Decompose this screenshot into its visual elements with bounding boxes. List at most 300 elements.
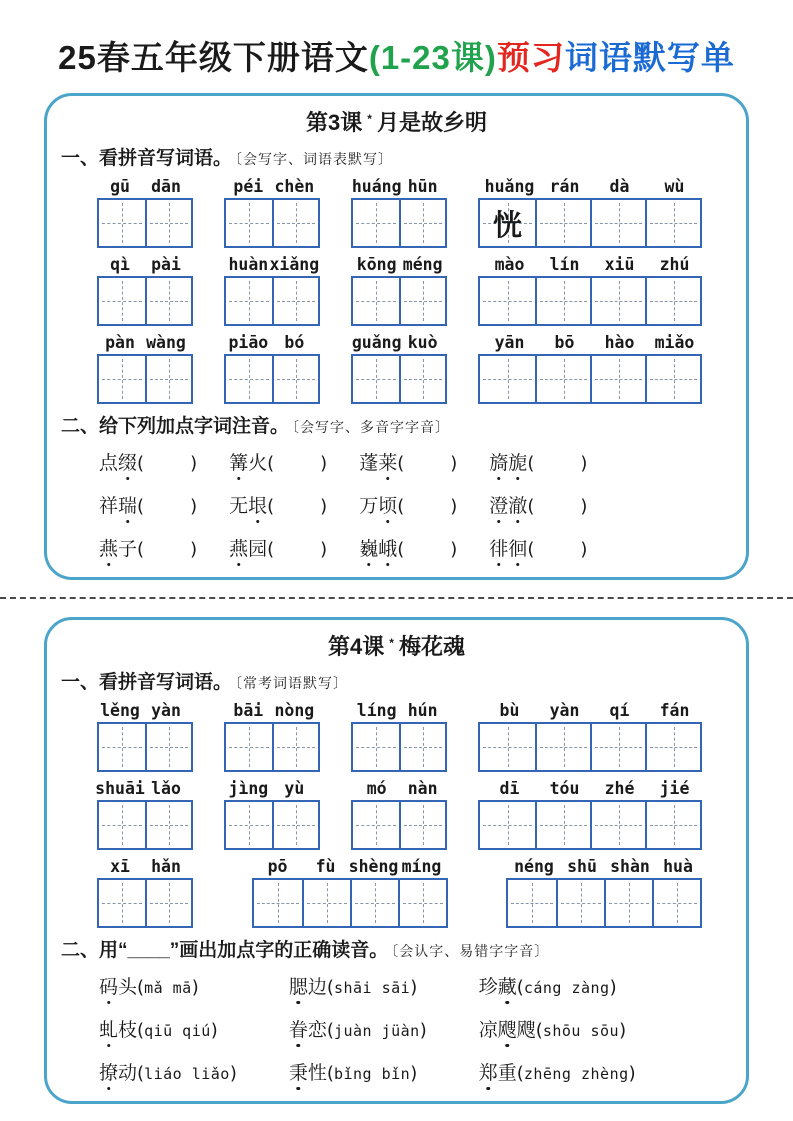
grid-cell (226, 356, 272, 402)
word-char: 万 (359, 496, 379, 517)
pinyin-group (225, 177, 317, 196)
dotted-char: 顷 (378, 491, 397, 518)
pinyin-syllable: yān (494, 333, 525, 352)
grid-cell (535, 278, 590, 324)
pinyin-syllable: hǎn (151, 857, 181, 876)
pinyin-syllable: xiǎng (269, 255, 320, 274)
pinyin-group (97, 857, 189, 876)
answer-parens: (qiū qiú) (137, 1020, 218, 1041)
pinyin-group (482, 177, 702, 196)
word-char: 珍 (478, 977, 498, 998)
writing-grid (97, 198, 193, 248)
dotted-word (359, 496, 397, 517)
pinyin-syllable: pài (151, 255, 181, 274)
grid-cell (272, 356, 318, 402)
pinyin-answer: zhēng zhèng (523, 1065, 629, 1083)
pinyin-syllable: bāi (233, 701, 264, 720)
writing-grids-row (97, 198, 702, 248)
answer-parens: (bǐng bǐn) (326, 1063, 418, 1084)
annotation-entry (479, 972, 636, 999)
annotation-entry (359, 534, 457, 561)
annotation-entry (289, 1058, 427, 1085)
pinyin-syllable: shuāi (95, 779, 145, 798)
lesson-card (44, 93, 749, 580)
writing-grids-row (97, 354, 702, 404)
pinyin-syllable: zhú (659, 255, 690, 274)
pinyin-syllable: mó (366, 779, 387, 798)
dotted-word (359, 539, 397, 560)
lesson-name: 梅花魂 (398, 634, 465, 659)
pinyin-syllable: shèng (348, 857, 399, 876)
grid-cell (145, 802, 191, 848)
writing-grids-row (97, 276, 702, 326)
title-part: 25春五年级下册语文 (58, 39, 369, 76)
dotted-char: 郑 (479, 1058, 498, 1085)
pinyin-group (482, 779, 702, 798)
section-label-line (61, 143, 732, 170)
prefilled-char: 恍 (492, 209, 522, 242)
pinyin-group (482, 255, 702, 274)
writing-grid (97, 878, 193, 928)
pinyin-syllable: wàng (146, 333, 186, 352)
pinyin-syllable: fù (315, 857, 336, 876)
pinyin-syllable: péi (233, 177, 264, 196)
pinyin-syllable: lín (549, 255, 580, 274)
pinyin-syllable: néng (514, 857, 554, 876)
dotted-word (489, 496, 527, 517)
grid-cell (226, 802, 272, 848)
grid-cell (480, 200, 535, 246)
lesson-title (61, 106, 732, 137)
writing-grids-row (97, 878, 702, 928)
pinyin-syllable: gū (110, 177, 130, 196)
star-mark: * (367, 112, 372, 126)
pinyin-syllable: huàn (228, 255, 269, 274)
grid-cell (535, 802, 590, 848)
dotted-char: 码 (99, 972, 118, 999)
writing-grid (97, 800, 193, 850)
grid-cell (645, 200, 700, 246)
section-note: 〔会写字、词语表默写〕 (235, 151, 394, 167)
pinyin-syllable: pàn (105, 333, 135, 352)
dotted-word (99, 1020, 137, 1041)
dotted-word (479, 1020, 536, 1041)
pinyin-group (351, 177, 446, 196)
annotation-entry (229, 448, 327, 475)
word-char: 飕 (516, 1020, 536, 1041)
writing-grid (97, 354, 193, 404)
writing-grid (506, 878, 702, 928)
dotted-char: 瑞 (118, 491, 137, 518)
title-part: 预习 (496, 39, 565, 76)
grid-cell (272, 802, 318, 848)
dotted-char: 徘 (489, 534, 508, 561)
lesson-name: 月是故乡明 (376, 110, 487, 135)
word-char: 蓬 (359, 453, 379, 474)
answer-parens: (shāi sāi) (326, 977, 418, 998)
answer-parens: ( ) (137, 496, 198, 517)
grid-cell (272, 200, 318, 246)
grid-cell (399, 802, 445, 848)
dotted-word (479, 977, 517, 998)
section-label-line (61, 667, 732, 694)
section-note: 〔会写字、多音字字音〕 (292, 419, 451, 435)
grid-cell (480, 356, 535, 402)
writing-grid (478, 722, 702, 772)
pinyin-syllable: mào (494, 255, 525, 274)
word-char: 子 (118, 539, 138, 560)
grid-cell (652, 880, 700, 926)
annotation-entry (359, 491, 457, 518)
pinyin-answer: bǐng bǐn (333, 1065, 411, 1083)
annotation-entry (99, 534, 197, 561)
grid-cell (645, 278, 700, 324)
answer-parens: (cáng zàng) (516, 977, 617, 998)
answer-parens: (zhēng zhèng) (516, 1063, 636, 1084)
pinyin-syllable: tóu (549, 779, 580, 798)
grid-cell (590, 200, 645, 246)
word-char: 性 (307, 1063, 327, 1084)
writing-grid (97, 276, 193, 326)
pinyin-answer: juàn jüàn (333, 1022, 420, 1040)
grid-cell (590, 802, 645, 848)
pinyin-syllable: huà (663, 857, 693, 876)
title-part: (1-23课) (368, 39, 497, 76)
grid-cell (399, 724, 445, 770)
annotation-entry (229, 534, 327, 561)
dotted-word (99, 453, 137, 474)
pinyin-syllable: méng (402, 255, 443, 274)
pinyin-syllable: jìng (228, 779, 269, 798)
pinyin-syllable: bō (554, 333, 575, 352)
pinyin-answer: mǎ mā (144, 979, 192, 997)
grid-cell (480, 278, 535, 324)
grid-cell (145, 278, 191, 324)
pinyin-answer: qiū qiú (144, 1022, 211, 1040)
dotted-word (289, 1063, 327, 1084)
pinyin-syllable: kuò (407, 333, 438, 352)
pinyin-group (97, 779, 189, 798)
pinyin-group (225, 333, 317, 352)
dotted-word (289, 977, 327, 998)
annotation-entry (99, 448, 197, 475)
dotted-char: 篝 (229, 448, 248, 475)
grid-cell (399, 200, 445, 246)
grid-cell (350, 880, 398, 926)
pinyin-labels-row (97, 177, 702, 196)
section-label-line (61, 935, 732, 962)
pinyin-syllable: dī (499, 779, 520, 798)
pinyin-answer: shōu sōu (542, 1022, 620, 1040)
lesson-title (61, 630, 732, 661)
answer-parens: (mǎ mā) (137, 977, 199, 998)
grid-cell (645, 724, 700, 770)
writing-grid (351, 354, 447, 404)
pinyin-group (97, 701, 189, 720)
grid-cell (353, 200, 399, 246)
section-note: 〔常考词语默写〕 (235, 675, 349, 691)
dotted-char: 徊 (508, 534, 527, 561)
pinyin-syllable: hào (604, 333, 635, 352)
grid-cell (480, 724, 535, 770)
dotted-word (229, 453, 267, 474)
dotted-char: 燕 (99, 534, 118, 561)
grid-cell (302, 880, 350, 926)
pinyin-syllable: huǎng (484, 177, 535, 196)
grid-cell (535, 356, 590, 402)
pinyin-syllable: dà (609, 177, 630, 196)
writing-grid (224, 198, 320, 248)
word-char: 祥 (99, 496, 119, 517)
dotted-char: 莱 (378, 448, 397, 475)
annotation-entry (229, 491, 327, 518)
pinyin-syllable: míng (401, 857, 442, 876)
grid-cell (272, 278, 318, 324)
grid-cell (398, 880, 446, 926)
dotted-word (489, 453, 527, 474)
dotted-word (289, 1020, 327, 1041)
writing-grid (252, 878, 448, 928)
grid-cell (145, 200, 191, 246)
pinyin-group (254, 857, 446, 876)
annotation-entry (99, 972, 237, 999)
annotation-entry (99, 491, 197, 518)
answer-parens: ( ) (267, 453, 328, 474)
star-mark: * (389, 636, 394, 650)
annotation-entry (489, 491, 587, 518)
pinyin-syllable: yàn (549, 701, 580, 720)
annotation-entry (489, 448, 587, 475)
pinyin-syllable: yù (284, 779, 305, 798)
dotted-word (99, 1063, 137, 1084)
section-label: 一、看拼音写词语。 (61, 148, 233, 169)
pinyin-syllable: miǎo (654, 333, 695, 352)
grid-cell (535, 724, 590, 770)
pinyin-syllable: guǎng (351, 333, 402, 352)
pinyin-group (482, 701, 702, 720)
answer-parens: ( ) (397, 539, 458, 560)
answer-parens: ( ) (137, 539, 198, 560)
dotted-char: 垠 (248, 491, 267, 518)
writing-grid (224, 800, 320, 850)
word-char: 无 (229, 496, 249, 517)
writing-grid (478, 354, 702, 404)
dotted-char: 撩 (99, 1058, 118, 1085)
pinyin-answer: shāi sāi (333, 979, 411, 997)
annotation-entry (99, 1058, 237, 1085)
pinyin-labels-row (97, 333, 702, 352)
grid-cell (535, 200, 590, 246)
dotted-char: 虬 (99, 1015, 118, 1042)
pinyin-syllable: dān (151, 177, 181, 196)
pinyin-syllable: pō (267, 857, 288, 876)
word-char: 头 (118, 977, 138, 998)
dotted-word (479, 1063, 517, 1084)
dotted-char: 旎 (508, 448, 527, 475)
pinyin-syllable: jié (659, 779, 690, 798)
grid-cell (272, 724, 318, 770)
dotted-char: 腮 (289, 972, 308, 999)
word-char: 点 (99, 453, 119, 474)
pinyin-group (97, 255, 189, 274)
answer-parens: ( ) (527, 453, 588, 474)
annotation-entries (99, 972, 726, 1085)
grid-cell (590, 356, 645, 402)
grid-cell (590, 278, 645, 324)
pinyin-syllable: nòng (274, 701, 315, 720)
pinyin-syllable: fán (659, 701, 690, 720)
grid-cell (645, 356, 700, 402)
pinyin-labels-row (97, 701, 702, 720)
pinyin-labels-row (97, 255, 702, 274)
pinyin-syllable: bó (284, 333, 305, 352)
grid-cell (604, 880, 652, 926)
pinyin-group (97, 333, 189, 352)
pinyin-syllable: bù (499, 701, 520, 720)
answer-parens: ( ) (137, 453, 198, 474)
dotted-char: 巍 (359, 534, 378, 561)
annotation-entry (99, 1015, 237, 1042)
pinyin-syllable: lǎo (151, 779, 181, 798)
answer-parens: ( ) (527, 496, 588, 517)
dotted-char: 澄 (489, 491, 508, 518)
pinyin-syllable: yàn (151, 701, 181, 720)
lesson-cards-container (0, 93, 793, 1104)
word-char: 恋 (307, 1020, 327, 1041)
grid-cell (226, 200, 272, 246)
grid-cell (590, 724, 645, 770)
grid-cell (353, 356, 399, 402)
answer-parens: ( ) (527, 539, 588, 560)
pinyin-syllable: hūn (407, 177, 438, 196)
pinyin-syllable: chèn (274, 177, 315, 196)
pinyin-syllable: qí (609, 701, 630, 720)
writing-grid (351, 722, 447, 772)
grid-cell (480, 802, 535, 848)
pinyin-syllable: hún (407, 701, 438, 720)
annotation-entries (99, 448, 726, 561)
grid-cell (399, 356, 445, 402)
pinyin-syllable: xī (110, 857, 130, 876)
answer-parens: (liáo liǎo) (137, 1063, 237, 1084)
pinyin-group (351, 333, 446, 352)
pinyin-syllable: huáng (351, 177, 402, 196)
pinyin-syllable: líng (356, 701, 397, 720)
dotted-word (489, 539, 527, 560)
lesson-number: 第3课 (306, 110, 363, 135)
grid-cell (254, 880, 302, 926)
pinyin-syllable: piāo (228, 333, 269, 352)
grid-cell (353, 724, 399, 770)
word-char: 枝 (118, 1020, 138, 1041)
answer-parens: (shōu sōu) (535, 1020, 627, 1041)
grid-cell (645, 802, 700, 848)
dashed-separator (0, 597, 793, 599)
dotted-char: 燕 (229, 534, 248, 561)
pinyin-syllable: shū (567, 857, 597, 876)
pinyin-syllable: rán (549, 177, 580, 196)
annotation-entry (289, 1015, 427, 1042)
pinyin-group (482, 333, 702, 352)
writing-grid (478, 800, 702, 850)
grid-cell (99, 278, 145, 324)
grid-cell (226, 278, 272, 324)
pinyin-syllable: lěng (100, 701, 140, 720)
grid-cell (145, 724, 191, 770)
dotted-char: 旖 (489, 448, 508, 475)
answer-parens: ( ) (267, 496, 328, 517)
pinyin-answer: cáng zàng (523, 979, 610, 997)
grid-cell (99, 356, 145, 402)
grid-cell (226, 724, 272, 770)
word-char: 园 (248, 539, 268, 560)
grid-cell (353, 802, 399, 848)
annotation-entry (479, 1058, 636, 1085)
pinyin-syllable: zhé (604, 779, 635, 798)
grid-cell (145, 356, 191, 402)
pinyin-syllable: nàn (407, 779, 438, 798)
dotted-word (229, 539, 267, 560)
annotation-entry (359, 448, 457, 475)
pinyin-labels-row (97, 857, 702, 876)
grid-cell (353, 278, 399, 324)
word-char: 动 (118, 1063, 138, 1084)
grid-cell (508, 880, 556, 926)
title-part: 词语默写单 (564, 39, 735, 76)
writing-grid (224, 276, 320, 326)
dotted-word (99, 539, 137, 560)
writing-grid (351, 198, 447, 248)
dotted-word (359, 453, 397, 474)
writing-grid (478, 276, 702, 326)
annotation-entry (289, 972, 427, 999)
section-note: 〔会认字、易错字字音〕 (391, 943, 550, 959)
answer-parens: ( ) (267, 539, 328, 560)
page-title (0, 32, 793, 79)
grid-cell (399, 278, 445, 324)
pinyin-group (97, 177, 189, 196)
grid-cell (145, 880, 191, 926)
pinyin-group (225, 701, 317, 720)
writing-grid (351, 276, 447, 326)
writing-grids-row (97, 800, 702, 850)
dotted-word (99, 496, 137, 517)
word-char: 边 (307, 977, 327, 998)
grid-cell (99, 200, 145, 246)
pinyin-syllable: qì (110, 255, 130, 274)
writing-grid (224, 354, 320, 404)
answer-parens: ( ) (397, 496, 458, 517)
dotted-word (229, 496, 267, 517)
writing-grid (97, 722, 193, 772)
pinyin-group (225, 779, 317, 798)
section-label: 一、看拼音写词语。 (61, 672, 233, 693)
section-label: 二、给下列加点字词注音。 (61, 416, 290, 437)
grid-cell (99, 802, 145, 848)
writing-grids-row (97, 722, 702, 772)
pinyin-group (354, 779, 446, 798)
pinyin-group (225, 255, 320, 274)
pinyin-syllable: kōng (356, 255, 397, 274)
pinyin-group (354, 255, 446, 274)
annotation-entry (479, 1015, 636, 1042)
pinyin-syllable: wù (664, 177, 685, 196)
dotted-char: 飕 (498, 1015, 517, 1042)
pinyin-syllable: xiū (604, 255, 635, 274)
pinyin-group (354, 701, 446, 720)
writing-grid (478, 198, 702, 248)
section-label-line (61, 411, 732, 438)
